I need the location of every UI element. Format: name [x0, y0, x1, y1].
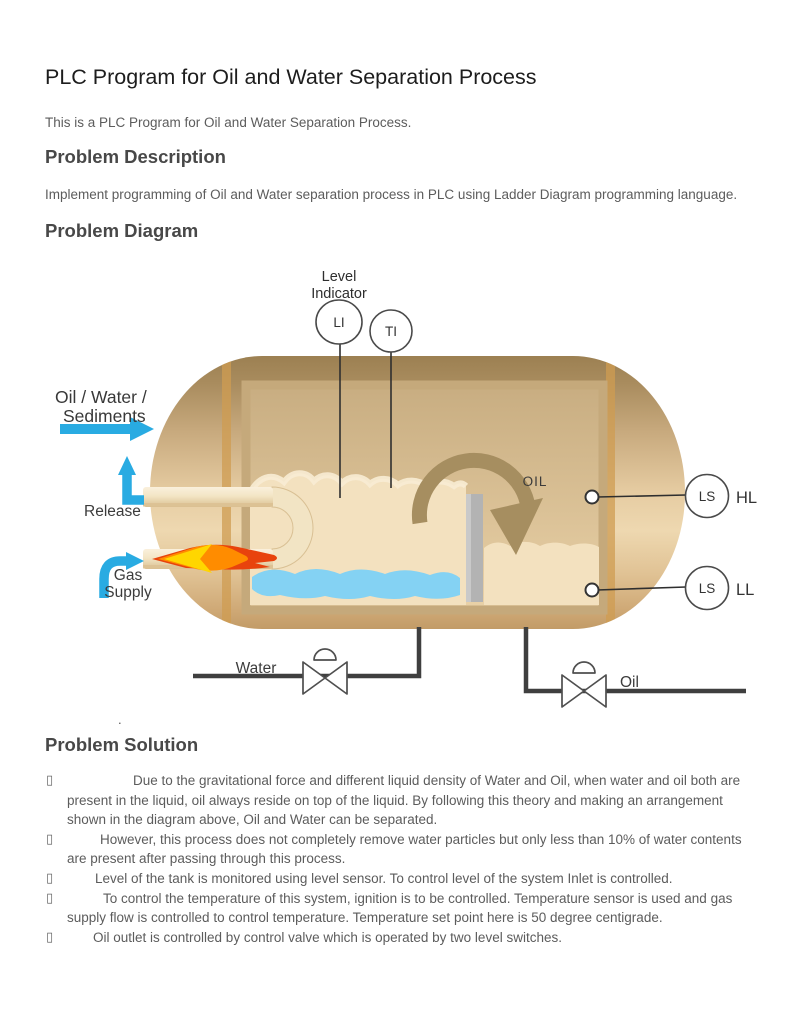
- bullet-glyph: ▯: [46, 831, 54, 847]
- heading-problem-description: Problem Description: [45, 146, 226, 167]
- bullet-glyph: ▯: [46, 890, 54, 906]
- water-outlet-label: Water: [235, 660, 277, 677]
- inlet-label-line2: Sediments: [63, 406, 146, 426]
- release-pipe-shade: [143, 503, 273, 507]
- gas-supply-label-line2: Supply: [104, 584, 152, 601]
- list-item: [45, 889, 746, 928]
- release-arrow-head: [118, 456, 136, 475]
- inlet-label-line1: Oil / Water /: [55, 387, 147, 407]
- gas-supply-label-line1: Gas: [113, 567, 143, 584]
- release-label: Release: [84, 503, 141, 520]
- ll-label: LL: [736, 581, 755, 599]
- list-item: [45, 830, 746, 869]
- problem-description-text: Implement programming of Oil and Water separation process in PLC using Ladder Diagram programming language.: [45, 187, 738, 202]
- level-indicator-label-line1: Level: [321, 269, 357, 285]
- oil-valve: [562, 662, 606, 707]
- stray-period: .: [118, 712, 122, 727]
- baffle-highlight: [466, 494, 471, 602]
- page-title: PLC Program for Oil and Water Separation Process: [45, 65, 537, 89]
- bullet-glyph: ▯: [46, 773, 54, 788]
- bullet-glyph: ▯: [46, 870, 54, 886]
- hl-sensor-dot: [586, 491, 599, 504]
- oil-liquid-right: [484, 542, 599, 605]
- oil-outlet-label: Oil: [620, 674, 639, 691]
- oil-inside-label: OIL: [522, 474, 548, 489]
- water-valve: [303, 649, 347, 694]
- ll-sensor-dot: [586, 584, 599, 597]
- release-arrow-shaft: [127, 473, 144, 500]
- level-indicator-label-line2: Indicator: [311, 286, 367, 302]
- solution-point-text: Due to the gravitational force and different liquid density of Water and Oil, when water and oil both are present in the liquid, oil always reside on top of the liquid. By following this theory and making an arrangement shown in the diagram above, Oil and Water can be separated.: [67, 773, 741, 828]
- list-item: [45, 869, 746, 889]
- heading-problem-diagram: Problem Diagram: [45, 220, 199, 241]
- heading-problem-solution: Problem Solution: [45, 734, 199, 755]
- bullet-glyph: ▯: [46, 929, 54, 945]
- list-item: [45, 928, 746, 948]
- solution-list: [45, 771, 746, 947]
- hl-label: HL: [736, 489, 758, 507]
- solution-point-text: Oil outlet is controlled by control valve which is operated by two level switches.: [93, 929, 562, 945]
- li-label: LI: [333, 315, 345, 330]
- list-item: [45, 771, 746, 830]
- separator-diagram: [0, 259, 791, 729]
- ls-ll-label: LS: [698, 581, 716, 596]
- ti-label: TI: [385, 324, 397, 339]
- ls-hl-label: LS: [698, 489, 716, 504]
- solution-point-text: To control the temperature of this system, ignition is to be controlled. Temperature sensor is used and gas supply flow is controlled to control temperature. Temperature set point here is 50 degree centigrade.: [67, 890, 733, 926]
- solution-point-text: However, this process does not completely remove water particles but only less than 10% of water contents are present after passing through this process.: [67, 831, 742, 867]
- solution-point-text: Level of the tank is monitored using level sensor. To control level of the system Inlet is controlled.: [95, 870, 673, 886]
- intro-paragraph: This is a PLC Program for Oil and Water Separation Process.: [45, 115, 412, 130]
